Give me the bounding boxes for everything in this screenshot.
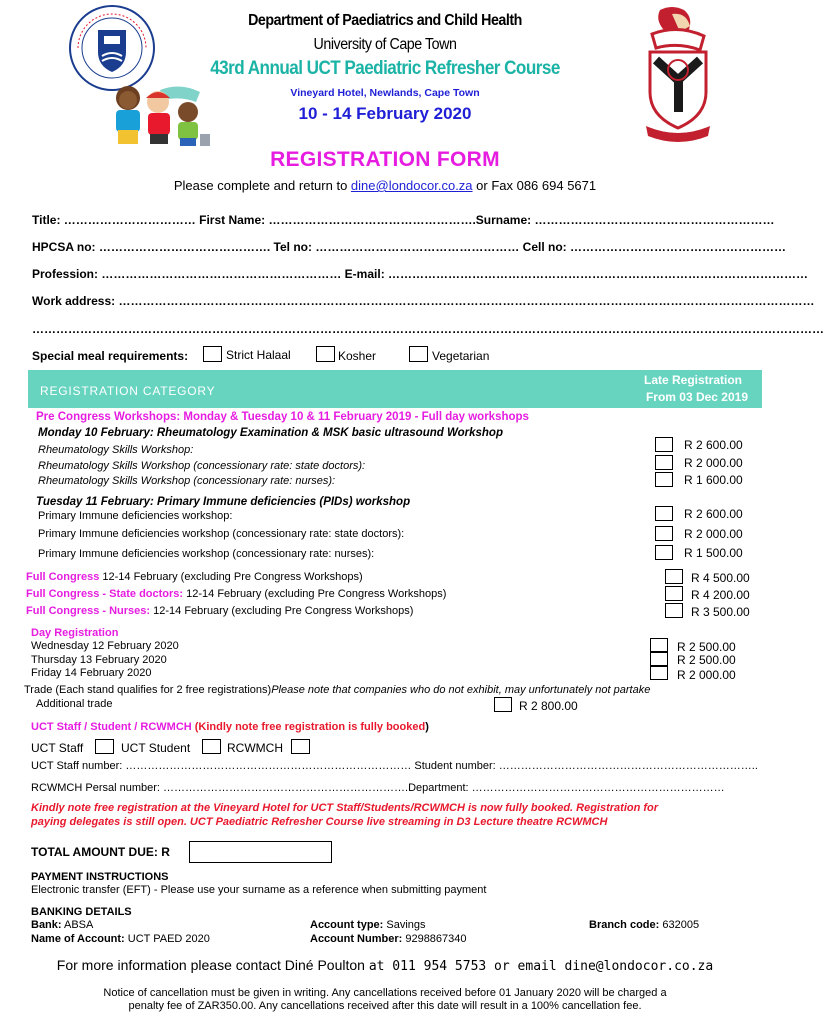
full-congress-desc: 12-14 February (excluding Pre Congress Workshops) [99, 571, 363, 583]
monday-item-1-checkbox[interactable] [655, 437, 673, 452]
contact-details: at 011 954 5753 or email dine@londocor.co.za [368, 959, 714, 974]
additional-trade-label: Additional trade [36, 698, 113, 710]
vegetarian-label: Vegetarian [432, 349, 490, 363]
monday-item-2-price: R 2 000.00 [684, 456, 743, 470]
halaal-label: Strict Halaal [226, 348, 291, 362]
full-congress-label: Full Congress [26, 571, 100, 583]
additional-trade-checkbox[interactable] [494, 697, 512, 712]
dates-line: 10 - 14 February 2020 [298, 104, 472, 123]
pre-congress-heading: Pre Congress Workshops: Monday & Tuesday 10 & 11 February 2019 - Full day workshops [36, 411, 529, 423]
staff-student-number-line[interactable]: UCT Staff number: …………………………………………………………………… Student number: …………………………………………………………….. [31, 760, 758, 772]
registration-category-label: REGISTRATION CATEGORY [40, 384, 216, 398]
day-wednesday-label: Wednesday 12 February 2020 [31, 640, 179, 652]
total-amount-label: TOTAL AMOUNT DUE: R [31, 845, 170, 859]
tuesday-item-1-checkbox[interactable] [655, 506, 673, 521]
account-name-value: UCT PAED 2020 [124, 933, 210, 945]
monday-item-2-checkbox[interactable] [655, 455, 673, 470]
monday-item-1-price: R 2 600.00 [684, 438, 743, 452]
full-congress-nurses-desc: 12-14 February (excluding Pre Congress Workshops) [150, 605, 414, 617]
contact-pre: For more information please contact Diné Poulton [56, 957, 369, 973]
late-registration-label: Late Registration [643, 373, 742, 387]
monday-item-3-label: Rheumatology Skills Workshop (concessionary rate: nurses): [38, 475, 336, 487]
full-congress-line-3 [26, 605, 413, 617]
email-link[interactable]: dine@londocor.co.za [350, 178, 473, 193]
full-congress-line-2 [26, 588, 446, 600]
eft-instructions: Electronic transfer (EFT) - Please use your surname as a reference when submitting payment [31, 884, 487, 896]
cancellation-line-1: Notice of cancellation must be given in writing. Any cancellations received before 01 January 2020 will be charged a [103, 987, 667, 999]
tuesday-item-3-checkbox[interactable] [655, 545, 673, 560]
day-friday-label: Friday 14 February 2020 [31, 667, 152, 679]
day-thursday-price: R 2 500.00 [677, 653, 736, 667]
full-congress-nurses-label: Full Congress - Nurses: [26, 605, 151, 617]
full-congress-state-desc: 12-14 February (excluding Pre Congress Workshops) [183, 588, 447, 600]
full-congress-nurses-price: R 3 500.00 [691, 605, 750, 619]
work-address-line[interactable]: Work address: ………………………………………………………………………………………………………………………………………………………… [32, 294, 815, 308]
form-title: REGISTRATION FORM [270, 148, 500, 171]
return-instructions [0, 178, 770, 193]
uct-heading-note: (Kindly note free registration is fully booked [191, 721, 426, 733]
hpcsa-tel-cell-line[interactable]: HPCSA no: ……………………………………. Tel no: …………………………………………… Cell no: ……………………………………………… [32, 240, 786, 254]
tuesday-item-1-price: R 2 600.00 [684, 507, 743, 521]
monday-item-3-price: R 1 600.00 [684, 473, 743, 487]
full-congress-state-label: Full Congress - State doctors: [26, 588, 184, 600]
late-registration-date: From 03 Dec 2019 [645, 390, 748, 404]
department-heading: Department of Paediatrics and Child Health [248, 12, 522, 29]
course-title: 43rd Annual UCT Paediatric Refresher Course [210, 58, 560, 79]
tuesday-item-3-price: R 1 500.00 [684, 546, 743, 560]
venue-line: Vineyard Hotel, Newlands, Cape Town [290, 87, 480, 99]
profession-email-line[interactable]: Profession: …………………………………………………… E-mail: …………………………………………………………………………………………… [32, 267, 809, 281]
trade-line-pre: Trade (Each stand qualifies for 2 free registrations) [24, 684, 272, 696]
university-heading: University of Cape Town [313, 36, 457, 53]
account-type-value: Savings [383, 919, 426, 931]
trade-line [24, 684, 770, 696]
persal-department-line[interactable]: RCWMCH Persal number: ………………………………………………………….Department: …………………………………………………………… [31, 782, 725, 794]
bank-value: ABSA [61, 919, 94, 931]
uct-heading-label: UCT Staff / Student / RCWMCH [31, 721, 192, 733]
meal-requirements-label: Special meal requirements: [32, 349, 189, 363]
monday-item-2-label: Rheumatology Skills Workshop (concessionary rate: state doctors): [38, 460, 366, 472]
banking-heading: BANKING DETAILS [31, 906, 132, 918]
full-congress-line-1 [26, 571, 363, 583]
cancellation-line-2: penalty fee of ZAR350.00. Any cancellations received after this date will result in a 100% cancellation fee. [128, 1000, 642, 1012]
kosher-checkbox[interactable] [316, 346, 335, 362]
return-instructions-pre: Please complete and return to [173, 178, 351, 193]
fully-booked-note-2: paying delegates is still open. UCT Paediatric Refresher Course live streaming in D3 Lecture theatre RCWMCH [31, 816, 608, 828]
tuesday-item-3-label: Primary Immune deficiencies workshop (concessionary rate: nurses): [38, 548, 375, 560]
full-congress-state-checkbox[interactable] [665, 586, 683, 601]
account-number-label: Account Number: [310, 933, 403, 945]
account-name-line [31, 933, 210, 945]
full-congress-price: R 4 500.00 [691, 571, 750, 585]
trade-line-note: Please note that companies who do not exhibit, may unfortunately not partake [271, 684, 651, 696]
tuesday-item-2-checkbox[interactable] [655, 526, 673, 541]
uct-student-checkbox[interactable] [202, 739, 221, 754]
monday-heading: Monday 10 February: Rheumatology Examination & MSK basic ultrasound Workshop [38, 427, 503, 439]
monday-item-1-label: Rheumatology Skills Workshop: [38, 444, 194, 456]
day-registration-heading: Day Registration [31, 627, 119, 639]
uct-heading [31, 721, 429, 733]
account-type-label: Account type: [310, 919, 384, 931]
account-name-label: Name of Account: [31, 933, 125, 945]
bank-label: Bank: [31, 919, 62, 931]
tuesday-item-2-label: Primary Immune deficiencies workshop (concessionary rate: state doctors): [38, 528, 405, 540]
halaal-checkbox[interactable] [203, 346, 222, 362]
tuesday-item-2-price: R 2 000.00 [684, 527, 743, 541]
full-congress-checkbox[interactable] [665, 569, 683, 584]
day-friday-price: R 2 000.00 [677, 668, 736, 682]
uct-staff-checkbox[interactable] [95, 739, 114, 754]
tuesday-heading: Tuesday 11 February: Primary Immune deficiencies (PIDs) workshop [36, 496, 411, 508]
branch-code-label: Branch code: [589, 919, 660, 931]
vegetarian-checkbox[interactable] [409, 346, 428, 362]
rcwmch-checkbox[interactable] [291, 739, 310, 754]
uct-staff-label: UCT Staff [31, 741, 84, 755]
contact-line [0, 957, 770, 974]
kosher-label: Kosher [338, 349, 377, 363]
additional-trade-price: R 2 800.00 [519, 699, 578, 713]
day-thursday-checkbox[interactable] [650, 652, 668, 666]
work-address-line-2[interactable]: ……………………………………………………………………………………………………………………………………………………………………………… [32, 322, 824, 336]
day-wednesday-price: R 2 500.00 [677, 640, 736, 654]
account-number-line [310, 933, 467, 945]
title-name-surname-line[interactable]: Title: …………………………… First Name: …………………………………………….Surname: …………………………………………………… [32, 213, 775, 227]
monday-item-3-checkbox[interactable] [655, 472, 673, 487]
fully-booked-note-1: Kindly note free registration at the Vineyard Hotel for UCT Staff/Students/RCWMCH is now fully booked. Registration for [31, 802, 659, 814]
branch-code-line [589, 919, 699, 931]
account-type-line [310, 919, 426, 931]
return-instructions-post: or Fax 086 694 5671 [472, 178, 597, 193]
uct-heading-close: ) [425, 721, 429, 733]
uct-student-label: UCT Student [121, 741, 191, 755]
bank-line [31, 919, 93, 931]
day-friday-checkbox[interactable] [650, 666, 668, 680]
day-wednesday-checkbox[interactable] [650, 638, 668, 652]
tuesday-item-1-label: Primary Immune deficiencies workshop: [38, 510, 233, 522]
payment-heading: PAYMENT INSTRUCTIONS [31, 871, 169, 883]
full-congress-nurses-checkbox[interactable] [665, 603, 683, 618]
full-congress-state-price: R 4 200.00 [691, 588, 750, 602]
rcwmch-label: RCWMCH [227, 741, 283, 755]
branch-code-value: 632005 [659, 919, 700, 931]
day-thursday-label: Thursday 13 February 2020 [31, 654, 167, 666]
total-amount-field[interactable] [189, 841, 332, 863]
account-number-value: 9298867340 [402, 933, 467, 945]
